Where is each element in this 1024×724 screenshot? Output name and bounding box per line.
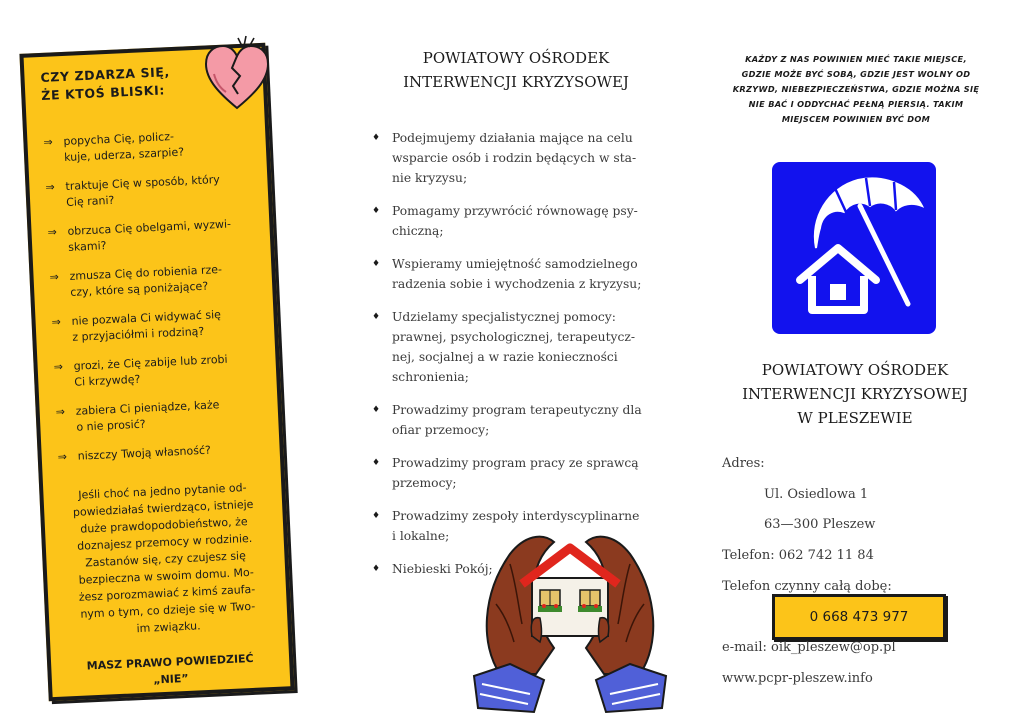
paragraph-line: żesz porozmawiać z kimś zaufa- xyxy=(78,582,256,604)
right-title-line3: W PLESZEWIE xyxy=(797,409,913,427)
question-item xyxy=(57,440,264,465)
umbrella-house-icon xyxy=(772,162,936,334)
paragraph-line: nym o tym, co dzieje się w Two- xyxy=(80,599,256,621)
question-line: skami? xyxy=(67,239,107,254)
organization-logo xyxy=(772,162,936,334)
service-item xyxy=(372,307,662,387)
service-line: prawnej, psychologicznej, terapeutycz- xyxy=(392,330,636,344)
city-postal: 63—300 Pleszew xyxy=(764,517,876,532)
warning-questions-panel xyxy=(19,43,294,701)
arrow-icon: ⇒ xyxy=(49,270,60,284)
service-item xyxy=(372,453,662,493)
service-text xyxy=(392,453,639,493)
address-label: Adres: xyxy=(722,456,765,471)
service-line: Wspieramy umiejętność samodzielnego xyxy=(392,257,638,271)
middle-title-line1: POWIATOWY OŚRODEK xyxy=(422,49,610,67)
service-line: nie kryzysu; xyxy=(392,171,468,185)
service-line: przemocy; xyxy=(392,476,457,490)
question-line: o nie prosić? xyxy=(76,417,146,434)
question-text xyxy=(73,352,228,391)
service-line: Prowadzimy program terapeutyczny dla xyxy=(392,403,642,417)
service-line: wsparcie osób i rodzin będących w sta- xyxy=(392,151,637,165)
service-line: Prowadzimy program pracy ze sprawcą xyxy=(392,456,639,470)
question-item xyxy=(45,171,252,212)
service-text xyxy=(392,128,636,188)
paragraph-line: duże prawdopodobieństwo, że xyxy=(80,515,248,536)
motto-line: KRZYWD, NIEBEZPIECZEŃSTWA, GDZIE MOŻNA SIĘ xyxy=(732,84,980,94)
hotline-number[interactable]: 0 668 473 977 xyxy=(809,609,909,625)
motto-line: NIE BAĆ I ODDYCHAĆ PEŁNĄ PIERSIĄ. TAKIM xyxy=(748,99,964,109)
service-item xyxy=(372,128,662,188)
right-title-line1: POWIATOWY OŚRODEK xyxy=(761,361,949,379)
service-line: chiczną; xyxy=(392,224,444,238)
arrow-icon: ⇒ xyxy=(45,180,56,194)
broken-heart-icon xyxy=(202,34,272,114)
slogan-line1: MASZ PRAWO POWIEDZIEĆ xyxy=(86,651,254,673)
email-link[interactable]: e-mail: oik_pleszew@op.pl xyxy=(722,640,896,655)
service-text xyxy=(392,307,635,387)
question-text xyxy=(75,397,220,435)
service-item xyxy=(372,400,662,440)
question-text xyxy=(67,217,232,256)
street-address: Ul. Osiedlowa 1 xyxy=(764,487,869,502)
question-text xyxy=(69,262,223,301)
questions-list xyxy=(43,126,264,466)
question-line: grozi, że Cię zabije lub zrobi xyxy=(73,352,228,373)
question-line: traktuje Cię w sposób, który xyxy=(65,172,221,193)
diamond-bullet-icon: ♦ xyxy=(372,312,381,322)
question-line: popycha Cię, policz- xyxy=(63,129,175,148)
diamond-bullet-icon: ♦ xyxy=(372,133,381,143)
warning-paragraph xyxy=(59,478,272,640)
question-line: Cię rani? xyxy=(65,193,115,209)
paragraph-line: bezpieczna w swoim domu. Mo- xyxy=(78,565,255,587)
question-line: czy, które są poniżające? xyxy=(70,279,209,299)
question-line: Ci krzywdę? xyxy=(74,372,141,389)
services-list xyxy=(372,128,662,592)
arrow-icon: ⇒ xyxy=(57,450,68,464)
arrow-icon: ⇒ xyxy=(53,360,64,374)
slogan xyxy=(67,649,274,692)
diamond-bullet-icon: ♦ xyxy=(372,259,381,269)
arrow-icon: ⇒ xyxy=(47,225,58,239)
diamond-bullet-icon: ♦ xyxy=(372,564,381,574)
paragraph-line: im związku. xyxy=(136,619,201,636)
middle-title-line2: INTERWENCJI KRYZYSOWEJ xyxy=(403,73,629,91)
service-line: Podejmujemy działania mające na celu xyxy=(392,131,633,145)
diamond-bullet-icon: ♦ xyxy=(372,405,381,415)
question-text xyxy=(63,129,184,166)
website-link[interactable]: www.pcpr-pleszew.info xyxy=(722,671,873,686)
question-item xyxy=(49,260,256,301)
service-text xyxy=(392,201,638,241)
service-line: schronienia; xyxy=(392,370,469,384)
question-item xyxy=(55,395,262,436)
right-title-line2: INTERWENCJI KRYZYSOWEJ xyxy=(742,385,968,403)
question-item xyxy=(47,215,254,256)
service-line: i lokalne; xyxy=(392,529,450,543)
service-text xyxy=(392,400,642,440)
hands-holding-house-illustration xyxy=(470,524,670,716)
hotline-label: Telefon czynny całą dobę: xyxy=(722,579,892,594)
question-text xyxy=(65,172,221,211)
service-line: Pomagamy przywrócić równowagę psy- xyxy=(392,204,638,218)
question-item xyxy=(43,126,250,167)
question-line: zmusza Cię do robienia rze- xyxy=(69,262,223,283)
motto-line: KAŻDY Z NAS POWINIEN MIEĆ TAKIE MIEJSCE, xyxy=(745,54,967,64)
arrow-icon: ⇒ xyxy=(51,315,62,329)
service-line: Prowadzimy zespoły interdyscyplinarne xyxy=(392,509,640,523)
question-line: niszczy Twoją własność? xyxy=(77,443,212,463)
question-line: obrzuca Cię obelgami, wyzwi- xyxy=(67,217,232,238)
service-text xyxy=(392,254,641,294)
motto-text xyxy=(722,52,990,127)
slogan-line2: „NIE” xyxy=(153,671,189,687)
paragraph-line: Zastanów się, czy czujesz się xyxy=(84,549,247,570)
paragraph-line: Jeśli choć na jedno pytanie od- xyxy=(78,481,247,502)
service-line: nej, socjalnej a w razie konieczności xyxy=(392,350,618,364)
middle-title xyxy=(376,46,656,94)
hotline-number-box[interactable] xyxy=(772,594,946,640)
question-line: z przyjaciółmi i rodziną? xyxy=(72,324,205,344)
service-item xyxy=(372,254,662,294)
paragraph-line: doznajesz przemocy w rodzinie. xyxy=(76,531,253,553)
panel-title-line1: CZY ZDARZA SIĘ, xyxy=(40,64,171,85)
arrow-icon: ⇒ xyxy=(43,135,53,149)
paragraph-line: powiedziałaś twierdząco, istnieje xyxy=(72,497,254,519)
diamond-bullet-icon: ♦ xyxy=(372,206,381,216)
service-item xyxy=(372,201,662,241)
diamond-bullet-icon: ♦ xyxy=(372,458,381,468)
service-line: Udzielamy specjalistycznej pomocy: xyxy=(392,310,616,324)
right-title xyxy=(730,358,980,430)
arrow-icon: ⇒ xyxy=(55,405,66,419)
question-text xyxy=(77,443,211,465)
motto-line: MIEJSCEM POWINIEN BYĆ DOM xyxy=(781,114,931,124)
service-line: radzenia sobie i wychodzenia z kryzysu; xyxy=(392,277,642,291)
panel-title-line2: ŻE KTOŚ BLISKI: xyxy=(40,82,166,103)
question-item xyxy=(53,350,260,391)
question-text xyxy=(71,307,222,346)
question-line: nie pozwala Ci widywać się xyxy=(71,308,222,328)
service-line: Niebieski Pokój; xyxy=(392,562,493,576)
phone-number: Telefon: 062 742 11 84 xyxy=(722,548,874,563)
question-item xyxy=(51,305,258,346)
question-line: kuje, uderza, szarpie? xyxy=(63,145,185,164)
service-line: ofiar przemocy; xyxy=(392,423,490,437)
motto-line: GDZIE MOŻE BYĆ SOBĄ, GDZIE JEST WOLNY OD xyxy=(741,69,971,79)
question-line: zabiera Ci pieniądze, każe xyxy=(75,398,220,418)
diamond-bullet-icon: ♦ xyxy=(372,511,381,521)
